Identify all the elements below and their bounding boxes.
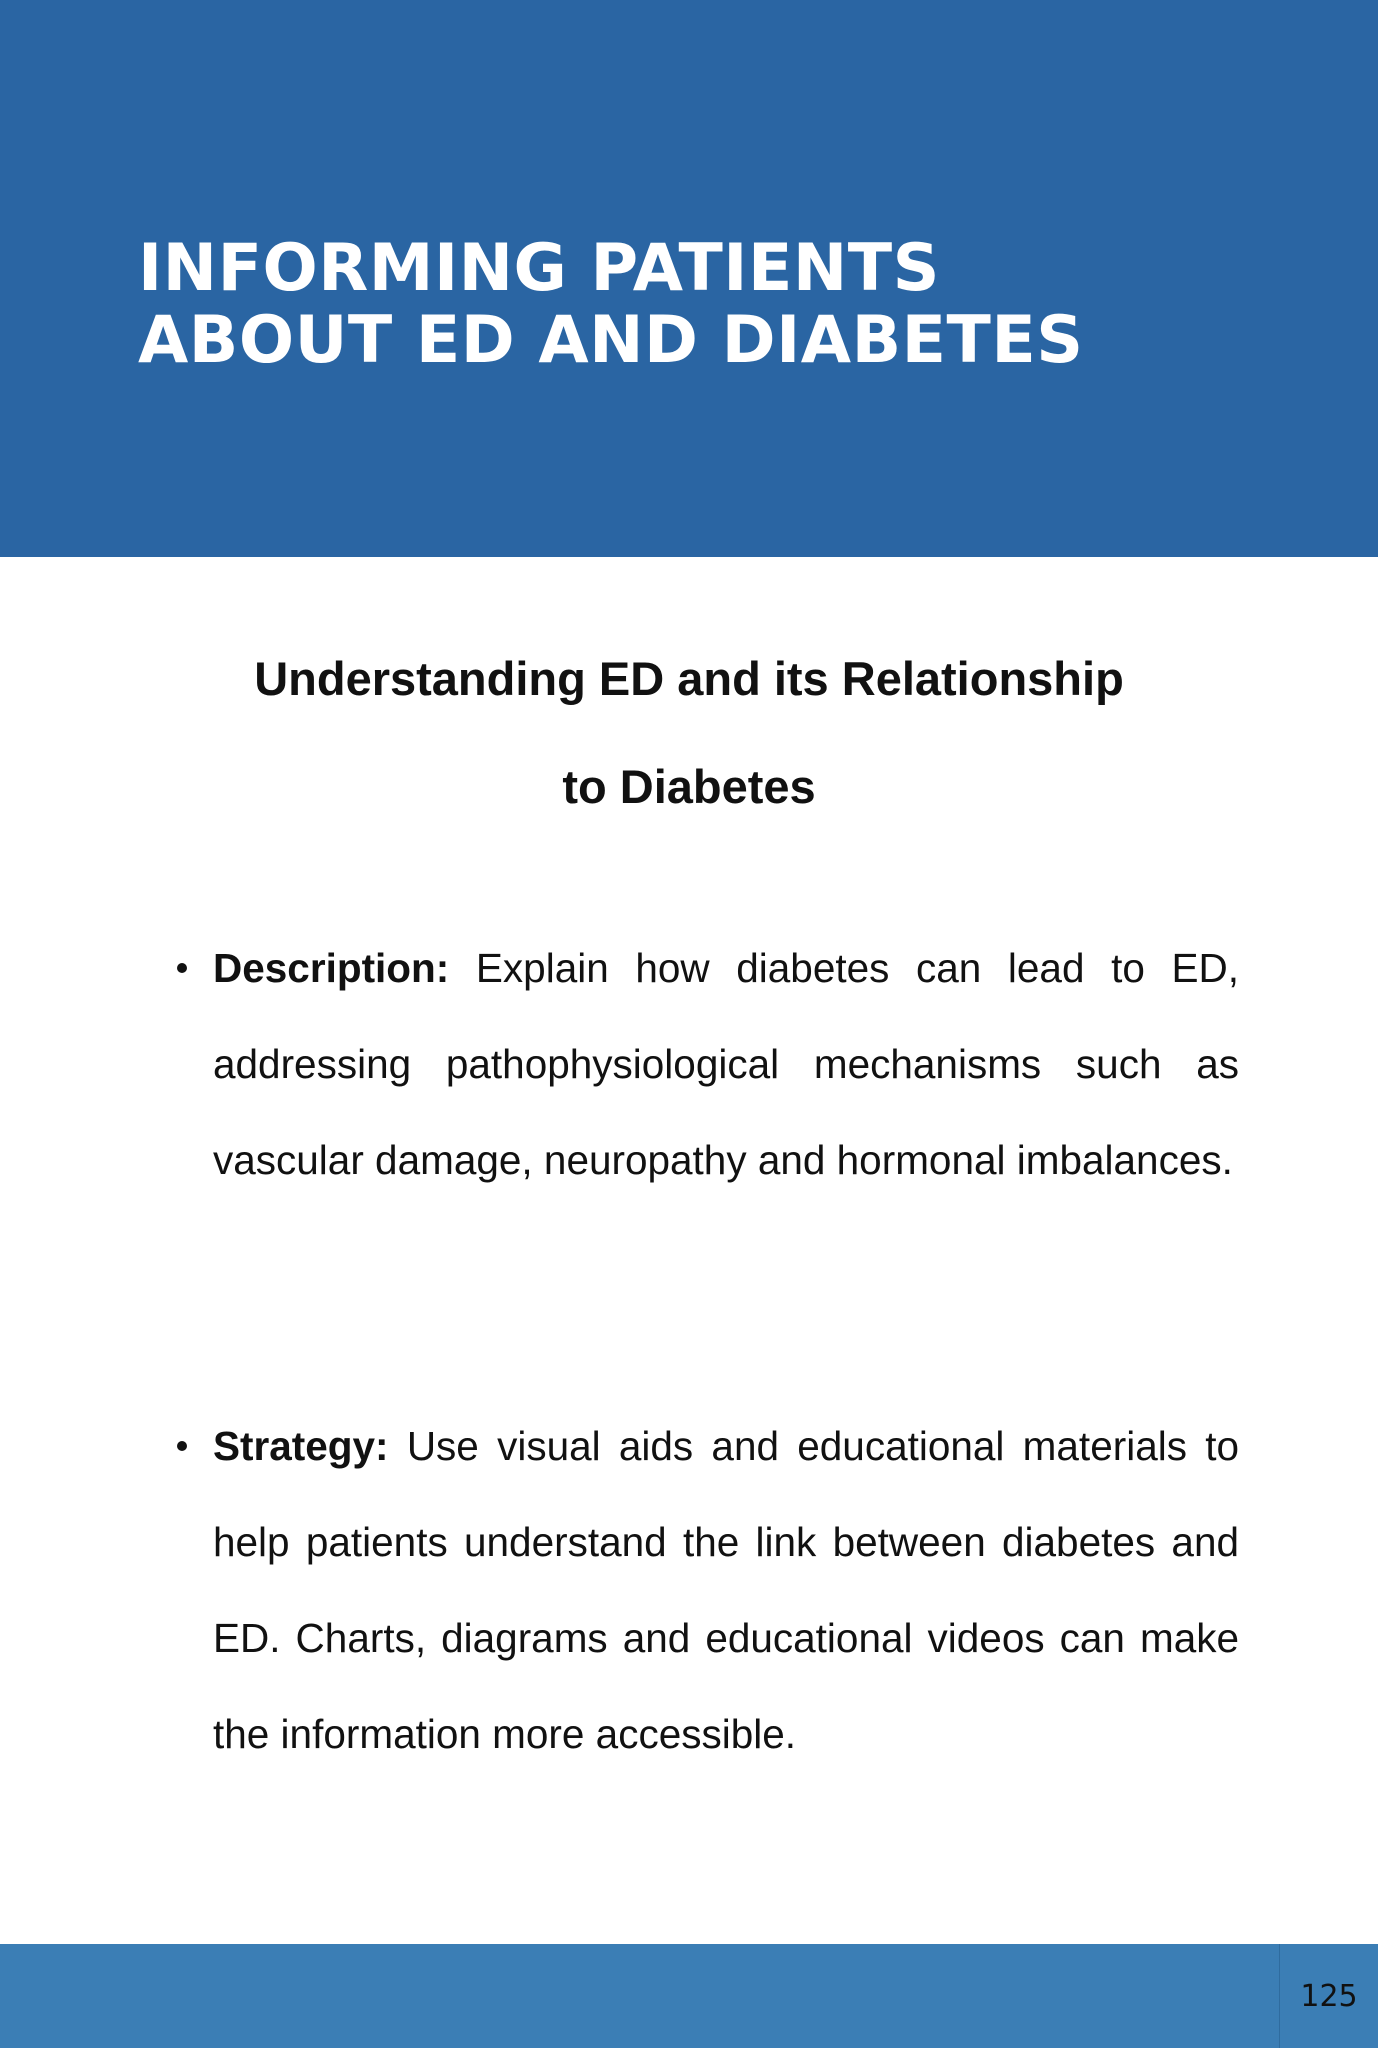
page-number: 125 xyxy=(1279,1944,1378,2048)
page-title xyxy=(138,233,1238,377)
header-band xyxy=(0,0,1378,557)
section-heading-line-1: Understanding ED and its Relationship xyxy=(254,652,1124,705)
footer-band xyxy=(0,1944,1378,2048)
bullet-text: Explain how diabetes can lead to ED, addressing pathophysiological mechanisms such as vascular damage, neuropathy and hormonal imbalances. xyxy=(213,945,1239,1183)
bullet-dot-icon xyxy=(177,1441,187,1451)
bullet-item-strategy xyxy=(213,1398,1239,1782)
bullet-item-description xyxy=(213,920,1239,1208)
page-title-line-1: INFORMING PATIENTS xyxy=(138,231,940,306)
bullet-text: Use visual aids and educational materials to help patients understand the link between diabetes and ED. Charts, diagrams and educational videos can make the information more accessible. xyxy=(213,1423,1239,1757)
section-heading xyxy=(120,625,1258,841)
bullet-dot-icon xyxy=(177,963,187,973)
bullet-label: Strategy: xyxy=(213,1423,389,1469)
bullet-label: Description: xyxy=(213,945,450,991)
page-title-line-2: ABOUT ED AND DIABETES xyxy=(138,303,1084,378)
section-heading-line-2: to Diabetes xyxy=(562,760,816,813)
